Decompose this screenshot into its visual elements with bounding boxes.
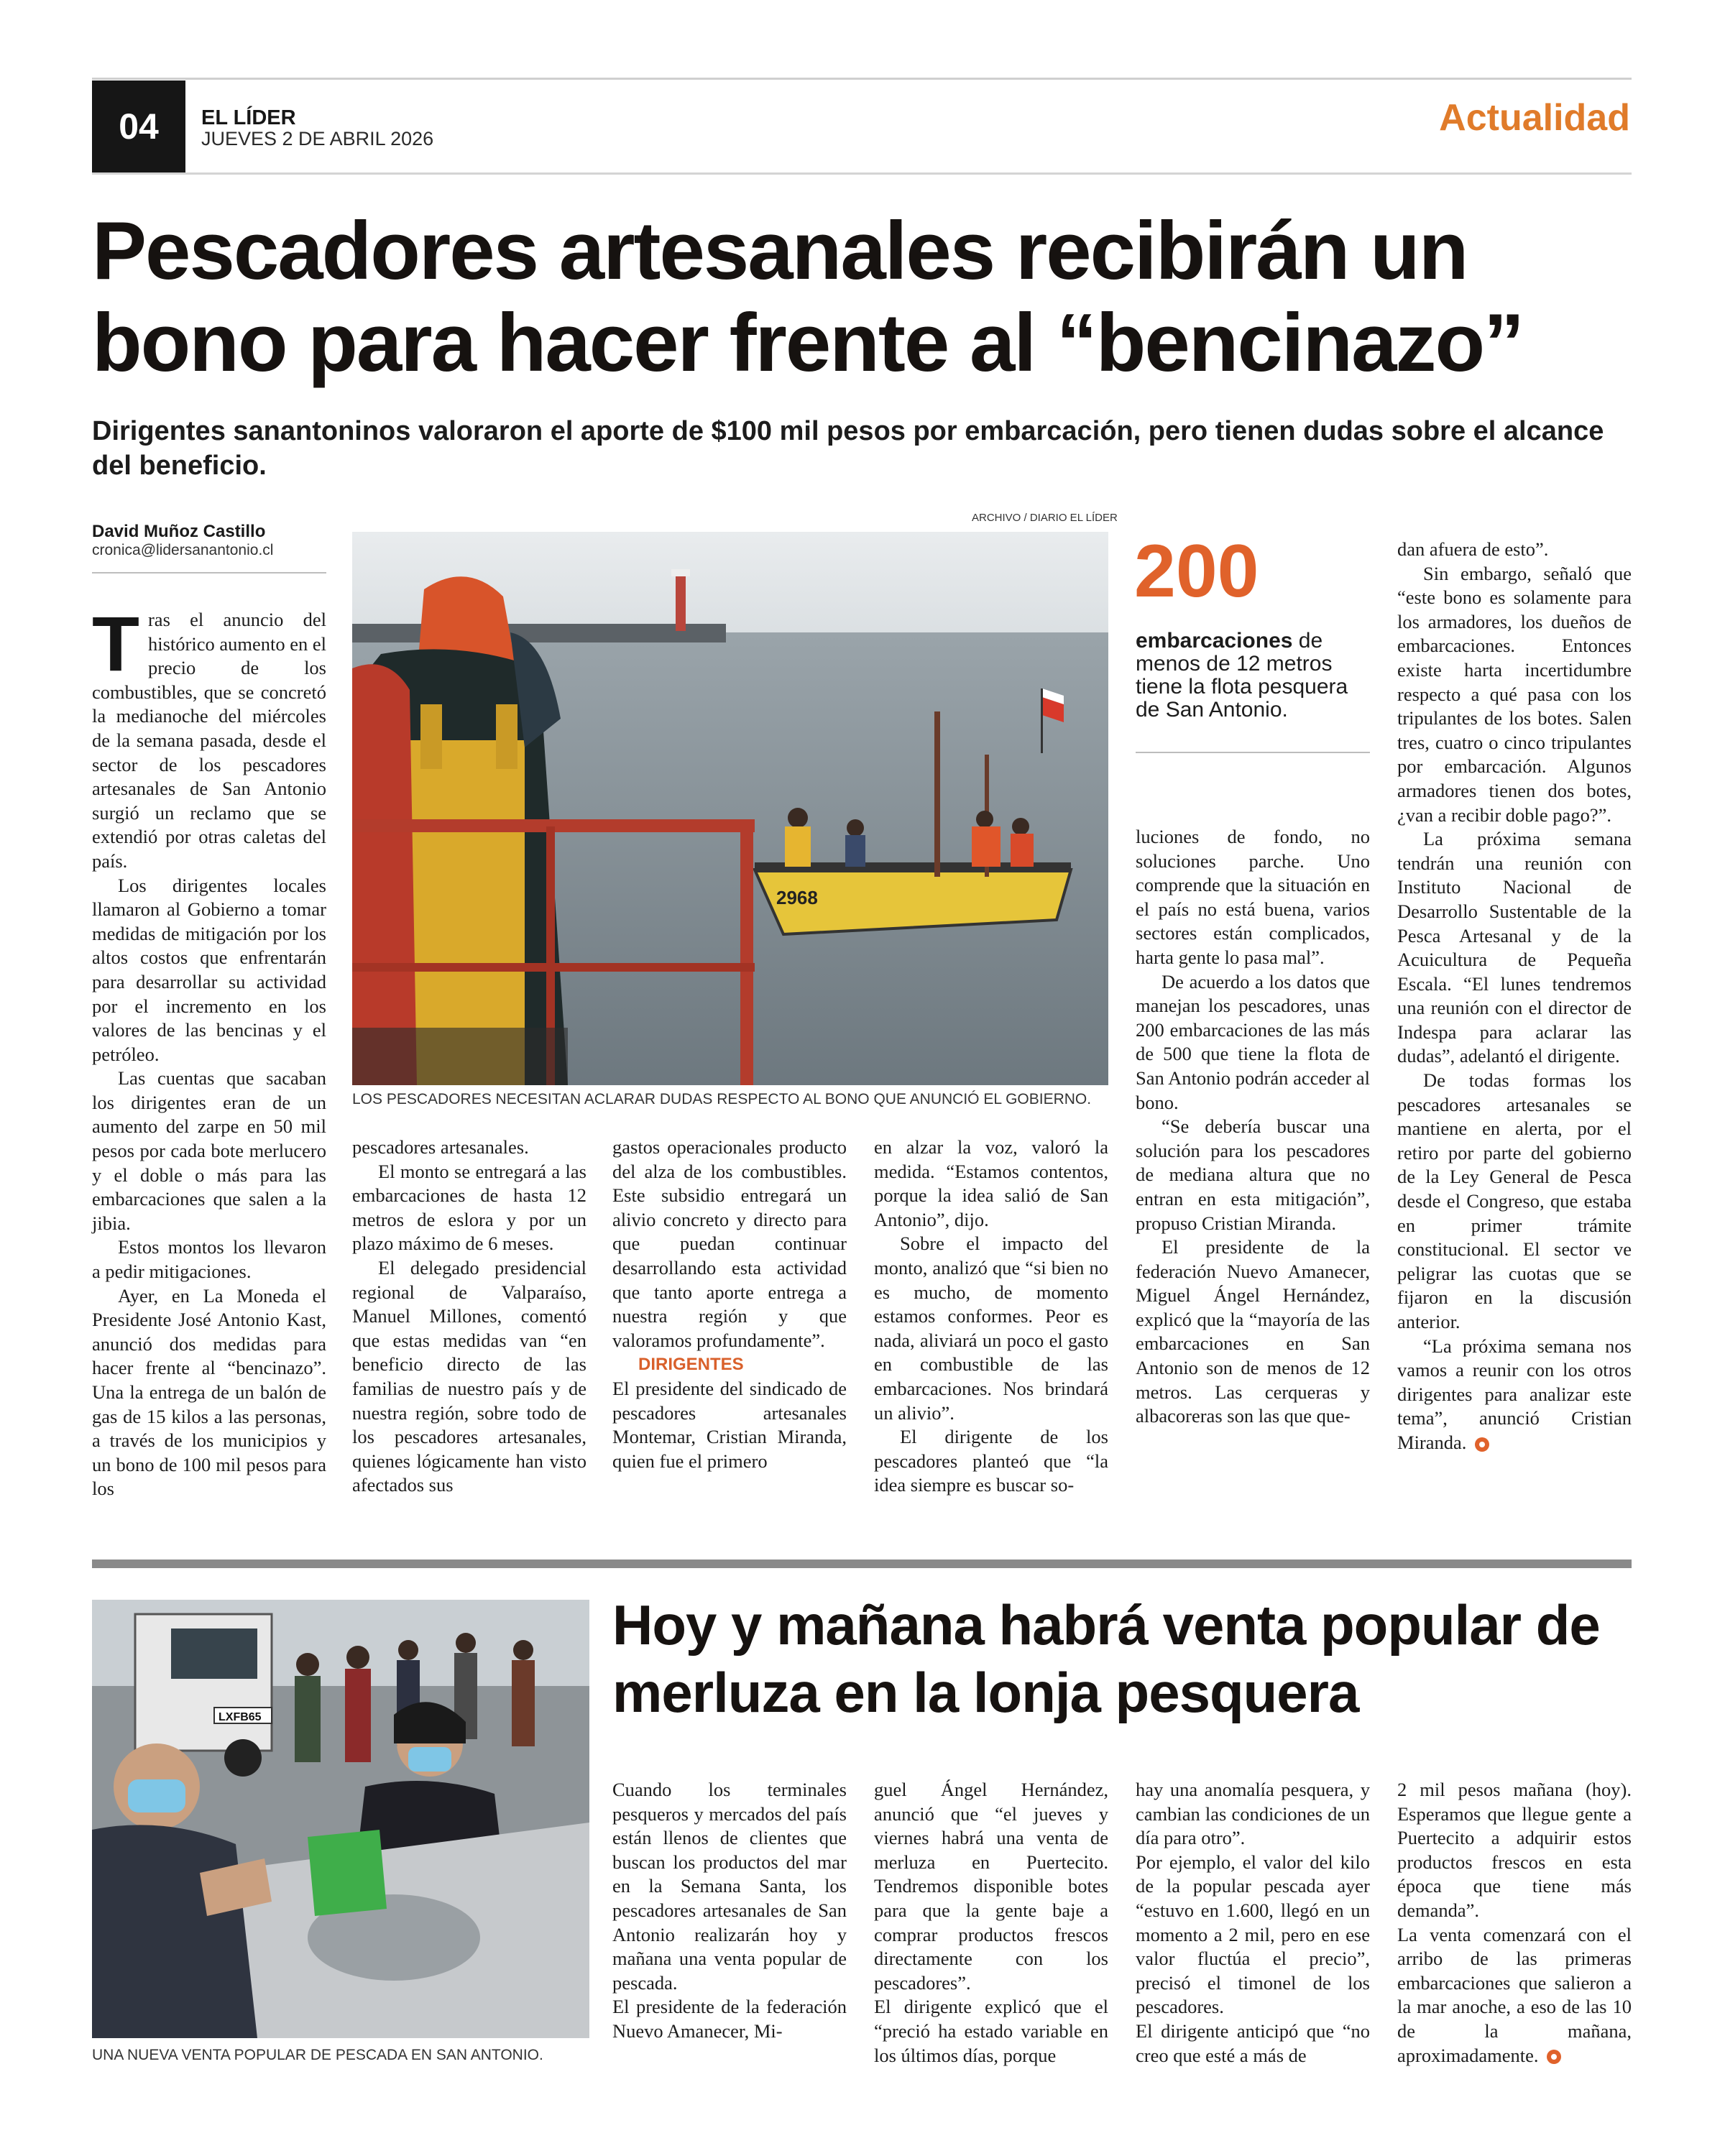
section-label: Actualidad (1439, 97, 1630, 139)
boat-number: 2968 (776, 887, 818, 908)
masthead-bottom-rule (92, 172, 1632, 175)
paragraph: El dirigente de los pescadores planteó que “la idea siempre es buscar so- (874, 1426, 1108, 1496)
end-of-article-icon (1547, 2050, 1561, 2064)
paragraph: Por ejemplo, el valor del kilo de la popular pescada ayer “estuvo en 1.600, llegó en un momento a 2 mil, pero en ese valor fluctúa el precio”, precisó el timonel de los pescadores. (1136, 1851, 1370, 2018)
paragraph: guel Ángel Hernández, anunció que “el jueves y viernes habrá una venta de merluza en Puertecito. Tendremos disponible botes para que la gente baje a comprar productos frescos directamente con los pescadores”. (874, 1779, 1108, 1994)
story-divider (92, 1560, 1632, 1568)
end-of-article-icon (1475, 1437, 1489, 1452)
paragraph: De todas formas los pescadores artesanales se mantiene en alerta, por el retiro por parte del gobierno de la Ley General de Pesca desde el Congreso, que estaba en primer trámite constitucional. El sector ve peligrar las cuotas que se fijaron en la discusión anterior. (1397, 1069, 1632, 1332)
main-headline: Pescadores artesanales recibirán un bono para hacer frente al “bencinazo” (92, 206, 1524, 389)
publication-date: JUEVES 2 DE ABRIL 2026 (201, 128, 434, 149)
paragraph: hay una anomalía pesquera, y cambian las condiciones de un día para otro”. (1136, 1779, 1370, 1849)
story2-column-2 (874, 1778, 1108, 2068)
byline-author: David Muñoz Castillo (92, 522, 266, 541)
paragraph: El monto se entregará a las embarcaciones de hasta 12 metros de eslora y por un plazo máximo de 6 meses. (352, 1160, 586, 1255)
highlight-bold: embarcaciones (1136, 629, 1293, 653)
paragraph: en alzar la voz, valoró la medida. “Estamos contentos, porque la idea salió de San Antonio”, dijo. (874, 1136, 1108, 1230)
story2-column-1 (612, 1778, 847, 2044)
fishermen-boat-photo (352, 532, 1108, 1085)
paragraph: Las cuentas que sacaban los dirigentes eran de un aumento del zarpe en 50 mil pesos por cada bote merlucero y el doble o más para las embarcaciones que salen a la jibia. (92, 1067, 326, 1234)
byline-email[interactable]: cronica@lidersanantonio.cl (92, 542, 274, 558)
photo-caption: UNA NUEVA VENTA POPULAR DE PESCADA EN SAN ANTONIO. (92, 2047, 543, 2063)
lead-paragraph (92, 600, 326, 874)
paragraph-text: “La próxima semana nos vamos a reunir con los otros dirigentes para analizar este tema”, anunció Cristian Miranda. (1397, 1335, 1632, 1453)
section-subtitle: DIRIGENTES (638, 1355, 744, 1375)
paragraph-text: La venta comenzará con el arribo de las primeras embarcaciones que salieron a la mar anoche, a eso de las 10 de la mañana, aproximadamente. (1397, 1923, 1632, 2066)
paragraph: Sin embargo, señaló que “este bono es solamente para los armadores, los dueños de embarcaciones. Entonces existe harta incertidumbre respecto a qué pasa con los tripulantes de los botes. Salen tres, cuatro o cinco tripulantes por embarcación. Algunos armadores tienen dos botes, ¿van a recibir doble pago?”. (1397, 562, 1632, 826)
photo-credit: ARCHIVO / DIARIO EL LÍDER (972, 512, 1118, 524)
fish-sale-photo (92, 1600, 589, 2038)
paragraph-text: ras el anuncio del histórico aumento en el precio de los combustibles, que se concretó la medianoche del miércoles de la semana pasada, desde el sector de los pescadores artesanales de San Antonio surgió un reclamo que se extendió por otras caletas del país. (92, 609, 326, 872)
paragraph: 2 mil pesos mañana (hoy). Esperamos que llegue gente a Puertecito a adquirir estos productos frescos en esta época que tiene más demanda”. (1397, 1779, 1632, 1921)
highlight-rule (1136, 752, 1370, 753)
secondary-headline: Hoy y mañana habrá venta popular de merluza en la lonja pesquera (612, 1593, 1600, 1724)
story2-column-3 (1136, 1778, 1370, 2068)
story1-column-1 (92, 600, 326, 1501)
paragraph: Sobre el impacto del monto, analizó que “si bien no es mucho, de momento estamos conformes. Peor es nada, aliviará un poco el gasto en combustible de las embarcaciones. Nos brindará un alivio”. (874, 1233, 1108, 1424)
masthead-top-rule (92, 78, 1632, 80)
harbor-scene-illustration (352, 532, 1108, 1085)
paragraph: gastos operacionales producto del alza de los combustibles. Este subsidio entregará un alivio concreto y directo para que puedan continuar desarrollando esta actividad que tanto aporte entrega a nuestra región y que valoramos profundamente”. (612, 1136, 847, 1351)
paragraph: El dirigente anticipó que “no creo que esté a más de (1136, 2019, 1370, 2066)
paragraph: pescadores artesanales. (352, 1136, 529, 1158)
paragraph: El delegado presidencial regional de Valparaíso, Manuel Millones, comentó que estas medidas van “en beneficio directo de las familias de nuestro país y de nuestra región, sobre todo de los pescadores artesanales, quienes lógicamente han visto afectados sus (352, 1256, 586, 1496)
story1-column-5 (1136, 825, 1370, 1429)
paragraph: El presidente de la federación Nuevo Amanecer, Mi- (612, 1996, 847, 2042)
story1-column-3 (612, 1135, 847, 1473)
paragraph: La próxima semana tendrán una reunión con Instituto Nacional de Desarrollo Sustentable de la Pesca Artesanal y de la Acuicultura de Pequeña Escala. “El lunes tendremos una reunión con el director de Indespa para aclarar las dudas”, adelantó el dirigente. (1397, 828, 1632, 1067)
highlight-text: de menos de 12 metros tiene la flota pesquera de San Antonio. (1136, 629, 1348, 722)
paragraph: luciones de fondo, no soluciones parche. Uno comprende que la situación en el país no está buena, varios sectores están complicados, harta gente lo pasa mal”. (1136, 826, 1370, 968)
paragraph: dan afuera de esto”. (1397, 538, 1549, 560)
market-scene-illustration (92, 1600, 589, 2038)
paragraph: De acuerdo a los datos que manejan los pescadores, unas 200 embarcaciones de las más de 500 que tiene la flota de San Antonio podrán acceder al bono. (1136, 970, 1370, 1113)
photo-caption: LOS PESCADORES NECESITAN ACLARAR DUDAS RESPECTO AL BONO QUE ANUNCIÓ EL GOBIERNO. (352, 1091, 1092, 1107)
newspaper-name: EL LÍDER (201, 106, 296, 129)
story1-column-6 (1397, 538, 1632, 1455)
paragraph: Ayer, en La Moneda el Presidente José Antonio Kast, anunció dos medidas para hacer frente al “bencinazo”. Una la entrega de un balón de gas de 15 kilos a las personas, a través de los municipios y un bono de 100 mil pesos para los (92, 1284, 326, 1500)
paragraph: El presidente del sindicado de pescadores artesanales Montemar, Cristian Miranda, quien fue el primero (612, 1377, 847, 1472)
paragraph (1397, 1923, 1632, 2068)
truck-plate: LXFB65 (218, 1711, 262, 1723)
highlight-number: 200 (1134, 530, 1259, 613)
paragraph: Estos montos los llevaron a pedir mitigaciones. (92, 1236, 326, 1283)
paragraph: “Se debería buscar una solución para los pescadores de mediana altura que no entran en esta mitigación”, propuso Cristian Miranda. (1136, 1115, 1370, 1234)
paragraph (1397, 1335, 1632, 1455)
story1-column-4 (874, 1135, 1108, 1498)
paragraph: El dirigente explicó que el “preció ha estado variable en los últimos días, porque (874, 1996, 1108, 2066)
main-subheadline: Dirigentes sanantoninos valoraron el aporte de $100 mil pesos por embarcación, pero tienen dudas sobre el alcance del beneficio. (92, 416, 1604, 481)
page-number: 04 (92, 80, 185, 172)
drop-cap: T (92, 600, 139, 687)
paragraph: Los dirigentes locales llamaron al Gobierno a tomar medidas de mitigación por los altos costos que enfrentarán para desarrollar su actividad por el incremento en los valores de las bencinas y el petróleo. (92, 874, 326, 1065)
byline-rule (92, 572, 326, 573)
highlight-description (1136, 630, 1370, 722)
paragraph: El presidente de la federación Nuevo Amanecer, Miguel Ángel Hernández, explicó que la “mayoría de las embarcaciones en San Antonio son de menos de 12 metros. Las cerqueras y albacoreras son las que que- (1136, 1236, 1370, 1427)
paragraph: Cuando los terminales pesqueros y mercados del país están llenos de clientes que buscan los productos del mar en la Semana Santa, los pescadores artesanales de San Antonio realizarán hoy y mañana una venta popular de pescada. (612, 1779, 847, 1994)
story1-column-2 (352, 1135, 586, 1498)
story2-column-4 (1397, 1778, 1632, 2068)
